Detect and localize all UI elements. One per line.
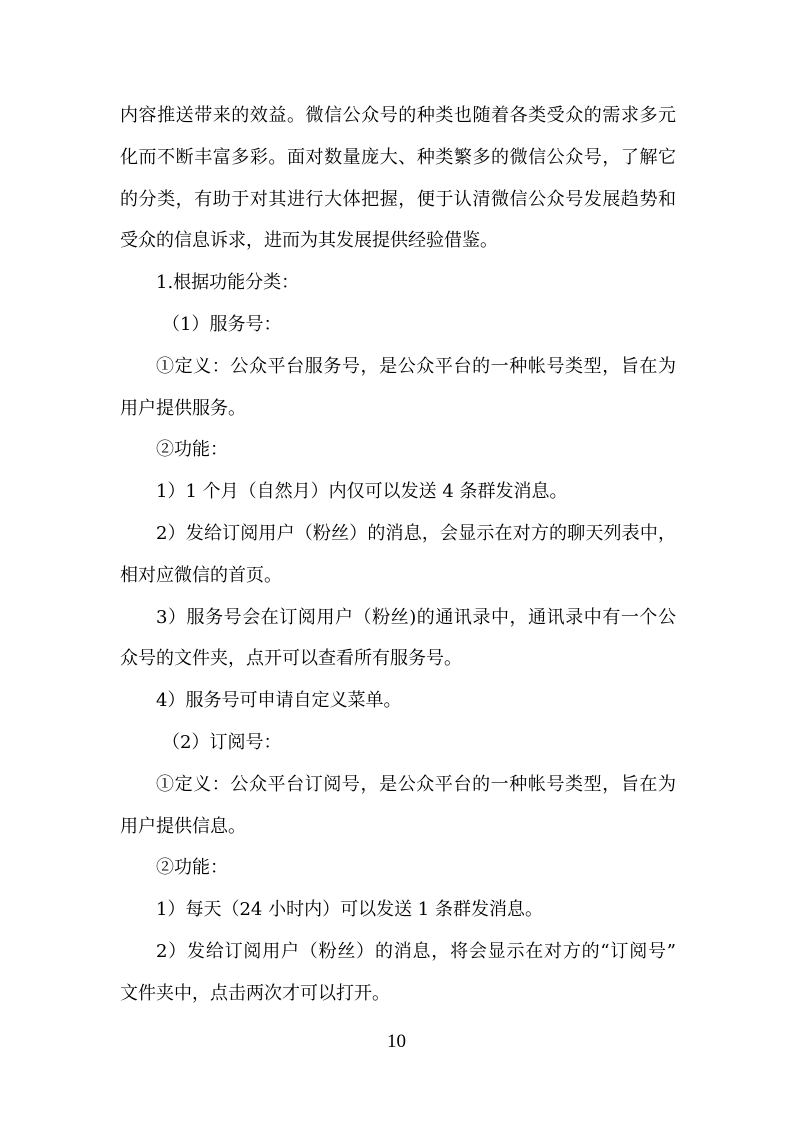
- list-item: 1）每天（24 小时内）可以发送 1 条群发消息。: [156, 899, 543, 921]
- list-item-continuation: 众号的文件夹，点开可以查看所有服务号。: [120, 648, 462, 670]
- paragraph-line: 受众的信息诉求，进而为其发展提供经验借鉴。: [120, 230, 498, 252]
- list-item: 1）1 个月（自然月）内仅可以发送 4 条群发消息。: [156, 481, 568, 503]
- list-heading: ②功能：: [156, 857, 228, 879]
- list-item: 4）服务号可申请自定义菜单。: [156, 690, 402, 712]
- subsection-heading: （2）订阅号：: [162, 731, 282, 753]
- paragraph-line: ①定义：公众平台订阅号，是公众平台的一种帐号类型，旨在为: [156, 773, 676, 795]
- list-item: 2）发给订阅用户（粉丝）的消息，会显示在对方的聊天列表中，: [156, 522, 676, 544]
- section-heading: 1.根据功能分类：: [156, 272, 300, 294]
- list-item: 2）发给订阅用户（粉丝）的消息，将会显示在对方的“订阅号”: [156, 940, 676, 962]
- paragraph-line: 内容推送带来的效益。微信公众号的种类也随着各类受众的需求多元: [120, 105, 676, 126]
- list-heading: ②功能：: [156, 439, 228, 461]
- subsection-heading: （1）服务号：: [162, 313, 282, 335]
- list-item-continuation: 相对应微信的首页。: [120, 564, 282, 586]
- paragraph-line: 的分类，有助于对其进行大体把握，便于认清微信公众号发展趋势和: [120, 188, 676, 210]
- paragraph-line: ①定义：公众平台服务号，是公众平台的一种帐号类型，旨在为: [156, 355, 676, 377]
- page-number: 10: [387, 1031, 406, 1052]
- body-text: [120, 95, 676, 1015]
- list-item: 3）服务号会在订阅用户（粉丝)的通讯录中，通讯录中有一个公: [156, 606, 676, 628]
- paragraph-line: 用户提供信息。: [120, 815, 246, 837]
- paragraph-line: 化而不断丰富多彩。面对数量庞大、种类繁多的微信公众号，了解它: [120, 146, 676, 168]
- paragraph-line: 用户提供服务。: [120, 397, 246, 419]
- list-item-continuation: 文件夹中，点击两次才可以打开。: [120, 982, 390, 1004]
